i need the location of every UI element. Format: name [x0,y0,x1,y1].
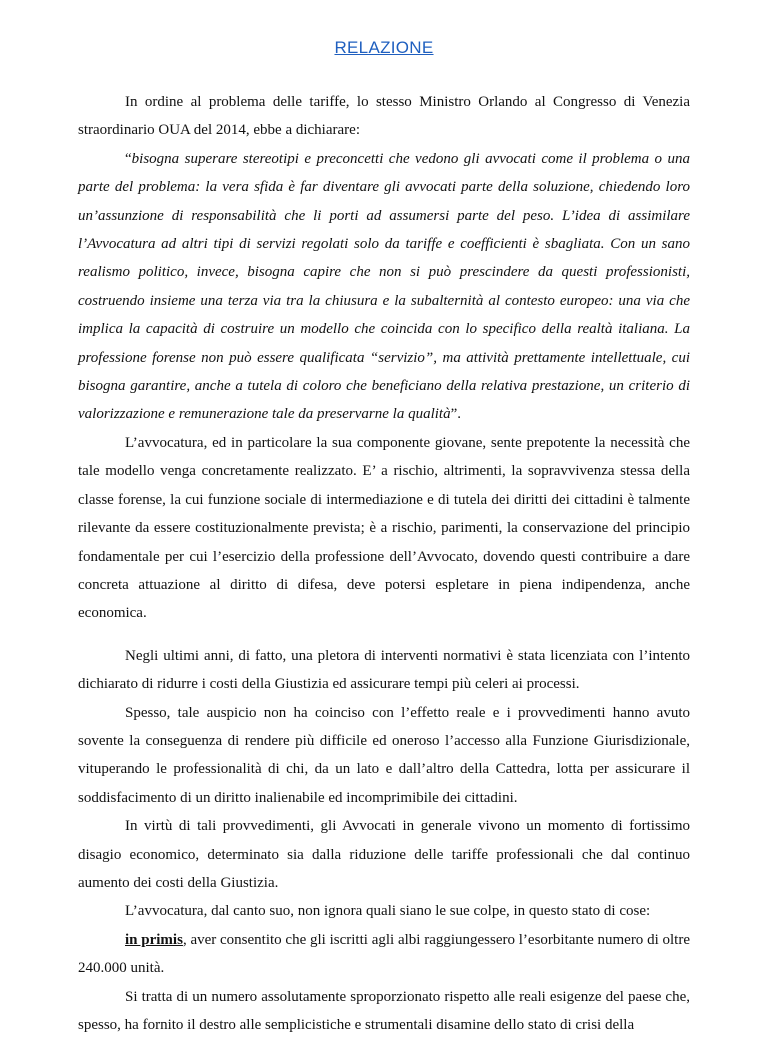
paragraph-quote [78,145,690,429]
quote-open-mark: “ [125,150,132,167]
paragraph-1: In ordine al problema delle tariffe, lo stesso Ministro Orlando al Congresso di Venezia straordinario OUA del 2014, ebbe a dichiarare: [78,94,690,139]
paragraph-3: L’avvocatura, ed in particolare la sua componente giovane, sente prepotente la necessità che tale modello venga concretamente realizzato. E’ a rischio, altrimenti, la sopravvivenza stessa della classe forense, la cui funzione sociale di intermediazione e di tutela dei diritti dei cittadini è talmente rilevante da essere costituzionalmente prevista; è a rischio, parimenti, la conservazione del principio fondamentale per cui l’esercizio della professione dell’Avvocato, dovendo questi contribuire a dare concreta attuazione al diritto di difesa, deve potersi espletare in piena indipendenza, anche economica. [78,434,690,622]
paragraph-8-text: , aver consentito che gli iscritti agli albi raggiungessero l’esorbitante numero di oltre 240.000 unità. [78,931,690,977]
paragraph-5: Spesso, tale auspicio non ha coinciso con l’effetto reale e i provvedimenti hanno avuto sovente la conseguenza di rendere più difficile ed oneroso l’accesso alla Funzione Giurisdizionale, vituperando le professionalità di chi, da un lato e dall’altro della Cattedra, lotta per assicurare il soddisfacimento di un diritto inalienabile ed incomprimibile dei cittadini. [78,704,690,806]
paragraph-9: Si tratta di un numero assolutamente sproporzionato rispetto alle reali esigenze del paese che, spesso, ha fornito il destro alle semplicistiche e strumentali disamine dello stato di crisi della [78,988,690,1033]
minister-quote: bisogna superare stereotipi e preconcetti che vedono gli avvocati come il problema o una parte del problema: la vera sfida è far diventare gli avvocati parte della soluzione, chiedendo loro un’assunzione di responsabilità che li porti ad assumersi parte del peso. L’idea di assimilare l’Avvocatura ad altri tipi di servizi regolati solo da tariffe e coefficienti è sbagliata. Con un sano realismo politico, invece, bisogna capire che non si può prescindere da questi professionisti, costruendo insieme una terza via tra la chiusura e la subalternità al contesto europeo: una via che implica la capacità di costruire un modello che coincida con lo specifico della realtà italiana. La professione forense non può essere qualificata “servizio”, ma attività prettamente intellettuale, cui bisogna garantire, anche a tutela di coloro che beneficiano della relativa prestazione, un criterio di valorizzazione e remunerazione tale da preservarne la qualità [78,150,690,423]
in-primis-emphasis: in primis [125,931,183,948]
paragraph-8 [78,926,690,983]
document-title: RELAZIONE [334,38,434,57]
quote-close-mark: ”. [450,406,462,423]
paragraph-6: In virtù di tali provvedimenti, gli Avvocati in generale vivono un momento di fortissimo disagio economico, determinato sia dalla riduzione delle tariffe professionali che dal continuo aumento dei costi della Giustizia. [78,818,690,891]
paragraph-7: L’avvocatura, dal canto suo, non ignora quali siano le sue colpe, in questo stato di cose: [125,903,651,920]
paragraph-4: Negli ultimi anni, di fatto, una pletora di interventi normativi è stata licenziata con l’intento dichiarato di ridurre i costi della Giustizia ed assicurare tempi più celeri ai processi. [78,647,690,693]
